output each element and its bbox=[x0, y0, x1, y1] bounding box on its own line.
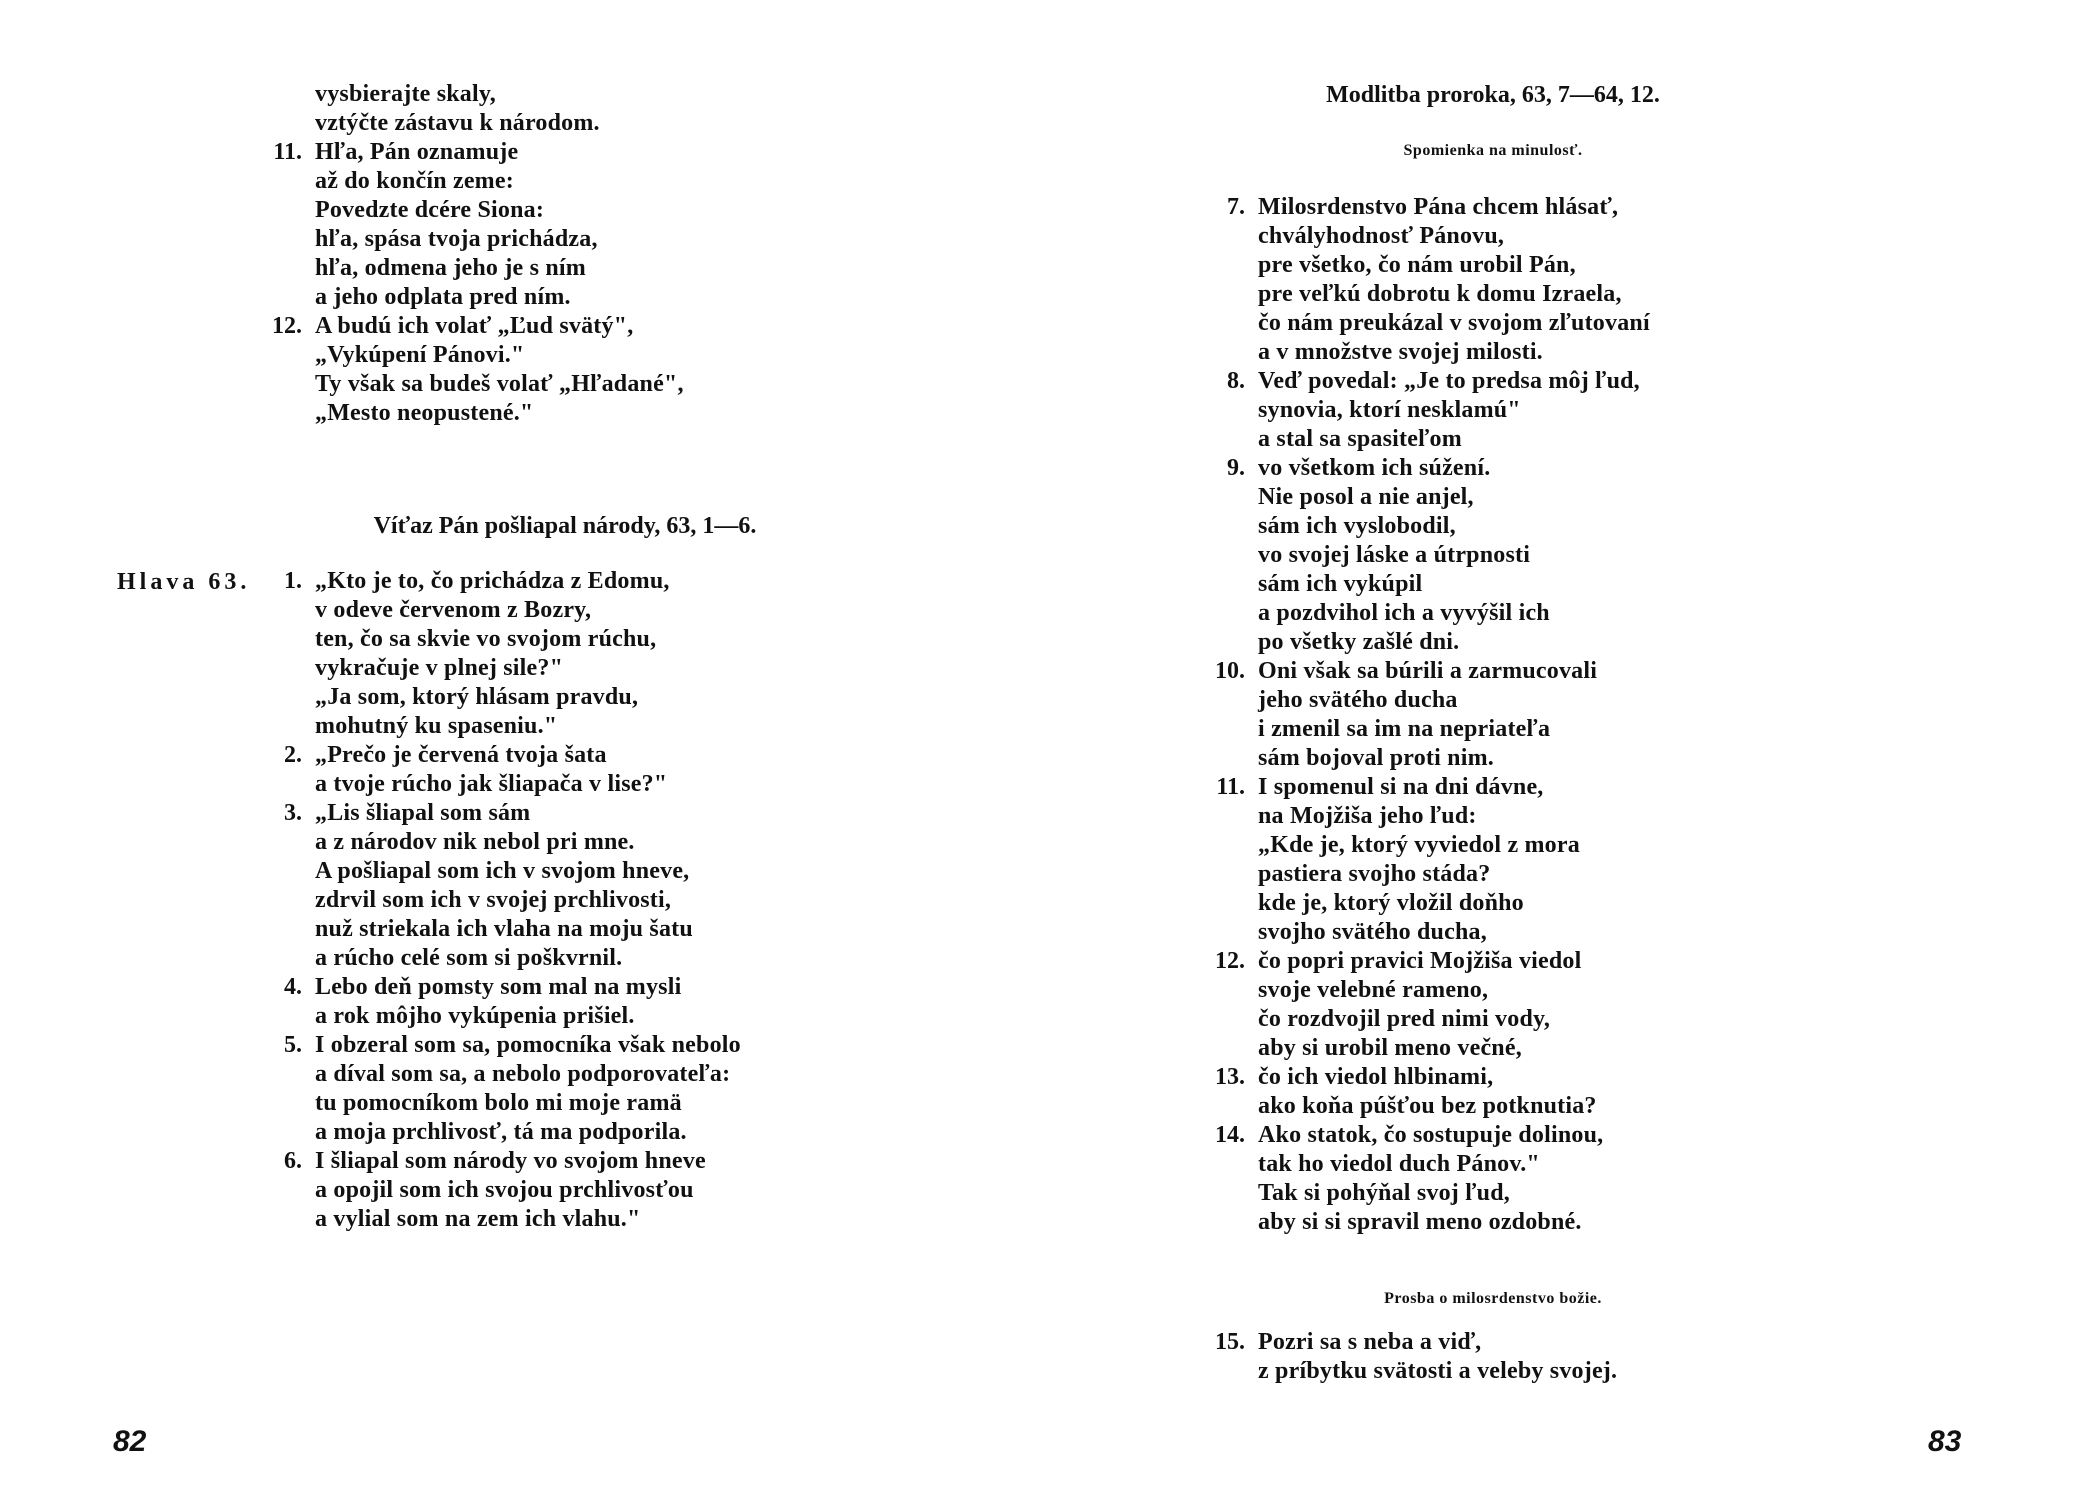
verse-line: až do končín zeme: bbox=[315, 168, 514, 194]
verse-line: a vylial som na zem ich vlahu." bbox=[315, 1206, 641, 1232]
verse bbox=[260, 567, 980, 741]
verse-number: 1. bbox=[284, 568, 302, 594]
verse-number: 3. bbox=[284, 800, 302, 826]
verse-line: z príbytku svätosti a veleby svojej. bbox=[1258, 1358, 1618, 1384]
verse-number: 11. bbox=[1216, 774, 1245, 800]
verse bbox=[1203, 657, 1923, 773]
verse-line: Povedzte dcére Siona: bbox=[315, 197, 545, 223]
page-number: 83 bbox=[1928, 1425, 1962, 1458]
verse-line: Tak si pohýňal svoj ľud, bbox=[1258, 1180, 1510, 1206]
verse-number: 13. bbox=[1215, 1064, 1245, 1090]
verse-number: 6. bbox=[284, 1148, 302, 1174]
verse-line: pre veľkú dobrotu k domu Izraela, bbox=[1258, 281, 1622, 307]
verse-number: 7. bbox=[1227, 194, 1245, 220]
section-title: Víťaz Pán pošliapal národy, 63, 1—6. bbox=[373, 513, 757, 539]
verse bbox=[1203, 773, 1923, 947]
verse-line: po všetky zašlé dni. bbox=[1258, 629, 1460, 655]
verse-line: I šliapal som národy vo svojom hneve bbox=[315, 1148, 706, 1174]
verse-line: „Mesto neopustené." bbox=[315, 400, 534, 426]
verse-line: A pošliapal som ich v svojom hneve, bbox=[315, 858, 690, 884]
verse-number: 14. bbox=[1215, 1122, 1245, 1148]
verse-line: Lebo deň pomsty som mal na mysli bbox=[315, 974, 682, 1000]
verse bbox=[260, 138, 980, 312]
verse-line: I spomenul si na dni dávne, bbox=[1258, 774, 1544, 800]
verse-line: tak ho viedol duch Pánov." bbox=[1258, 1151, 1540, 1177]
verse-line: Nie posol a nie anjel, bbox=[1258, 484, 1474, 510]
verse-line: Oni však sa búrili a zarmucovali bbox=[1258, 658, 1598, 684]
verse-line: Veď povedal: „Je to predsa môj ľud, bbox=[1258, 368, 1640, 394]
verse-line: zdrvil som ich v svojej prchlivosti, bbox=[315, 887, 672, 913]
verse-line: na Mojžiša jeho ľud: bbox=[1258, 803, 1477, 829]
verse-line: kde je, ktorý vložil doňho bbox=[1258, 890, 1524, 916]
verse-line: čo popri pravici Mojžiša viedol bbox=[1258, 948, 1582, 974]
verse-line: vo svojej láske a útrpnosti bbox=[1258, 542, 1531, 568]
chapter-label: Hlava 63. bbox=[117, 569, 251, 595]
verse-line: a opojil som ich svojou prchlivosťou bbox=[315, 1177, 694, 1203]
verse-line: „Ja som, ktorý hlásam pravdu, bbox=[315, 684, 639, 710]
right-verses-a bbox=[1203, 193, 1923, 1237]
verse bbox=[260, 741, 980, 799]
verse-line: a díval som sa, a nebolo podporovateľa: bbox=[315, 1061, 731, 1087]
verse-line: čo ich viedol hlbinami, bbox=[1258, 1064, 1494, 1090]
verse bbox=[1203, 193, 1923, 367]
verse bbox=[260, 312, 980, 428]
verse-line: a stal sa spasiteľom bbox=[1258, 426, 1462, 452]
verse bbox=[1203, 367, 1923, 454]
verse-line: sám bojoval proti nim. bbox=[1258, 745, 1494, 771]
verse-line: a rúcho celé som si poškvrnil. bbox=[315, 945, 623, 971]
subheading: Spomienka na minulosť. bbox=[1403, 142, 1583, 159]
verse-line: A budú ich volať „Ľud svätý", bbox=[315, 313, 634, 339]
verse-number: 11. bbox=[273, 139, 302, 165]
verse-line: „Prečo je červená tvoja šata bbox=[315, 742, 607, 768]
verse-number: 10. bbox=[1215, 658, 1245, 684]
verse-line: a z národov nik nebol pri mne. bbox=[315, 829, 635, 855]
page-number: 82 bbox=[113, 1425, 147, 1458]
verse-line: čo nám preukázal v svojom zľutovaní bbox=[1258, 310, 1650, 336]
verse-line: sám ich vykúpil bbox=[1258, 571, 1423, 597]
verse-line: nuž striekala ich vlaha na moju šatu bbox=[315, 916, 693, 942]
left-chapter-verses bbox=[260, 567, 980, 1234]
verse-line: a v množstve svojej milosti. bbox=[1258, 339, 1543, 365]
verse-line: a rok môjho vykúpenia prišiel. bbox=[315, 1003, 635, 1029]
verse-line: svojho svätého ducha, bbox=[1258, 919, 1487, 945]
right-verses-b bbox=[1203, 1328, 1923, 1386]
verse-line: „Lis šliapal som sám bbox=[315, 800, 531, 826]
verse-line: Pozri sa s neba a viď, bbox=[1258, 1329, 1482, 1355]
verse-line: vztýčte zástavu k národom. bbox=[315, 110, 600, 136]
subheading: Prosba o milosrdenstvo božie. bbox=[1384, 1290, 1602, 1307]
verse bbox=[260, 799, 980, 973]
verse-line: aby si si spravil meno ozdobné. bbox=[1258, 1209, 1582, 1235]
verse-line: tu pomocníkom bolo mi moje ramä bbox=[315, 1090, 682, 1116]
verse-line: I obzeral som sa, pomocníka však nebolo bbox=[315, 1032, 741, 1058]
verse-line: Ty však sa budeš volať „Hľadané", bbox=[315, 371, 684, 397]
verse-number: 4. bbox=[284, 974, 302, 1000]
verse-line: a pozdvihol ich a vyvýšil ich bbox=[1258, 600, 1550, 626]
verse-line: sám ich vyslobodil, bbox=[1258, 513, 1456, 539]
verse bbox=[1203, 1063, 1923, 1121]
verse-line: „Kde je, ktorý vyviedol z mora bbox=[1258, 832, 1580, 858]
verse bbox=[1203, 454, 1923, 657]
verse-line: hľa, odmena jeho je s ním bbox=[315, 255, 586, 281]
verse-number: 12. bbox=[272, 313, 302, 339]
verse-line: vo všetkom ich súžení. bbox=[1258, 455, 1491, 481]
verse-line: ten, čo sa skvie vo svojom rúchu, bbox=[315, 626, 657, 652]
verse-number: 8. bbox=[1227, 368, 1245, 394]
verse-line: Ako statok, čo sostupuje dolinou, bbox=[1258, 1122, 1604, 1148]
verse-line: mohutný ku spaseniu." bbox=[315, 713, 558, 739]
verse-line: pastiera svojho stáda? bbox=[1258, 861, 1491, 887]
verse-number: 15. bbox=[1215, 1329, 1245, 1355]
verse bbox=[1203, 947, 1923, 1063]
verse-line: v odeve červenom z Bozry, bbox=[315, 597, 592, 623]
verse-line: „Vykúpení Pánovi." bbox=[315, 342, 525, 368]
verse-line: ako koňa púšťou bez potknutia? bbox=[1258, 1093, 1597, 1119]
right-page bbox=[1043, 0, 2086, 1500]
verse-number: 5. bbox=[284, 1032, 302, 1058]
verse bbox=[1203, 1121, 1923, 1237]
verse bbox=[260, 1031, 980, 1147]
verse-line: vykračuje v plnej sile?" bbox=[315, 655, 564, 681]
verse-line: Hľa, Pán oznamuje bbox=[315, 139, 519, 165]
verse-line: chvályhodnosť Pánovu, bbox=[1258, 223, 1505, 249]
verse bbox=[260, 1147, 980, 1234]
verse-line: a moja prchlivosť, tá ma podporila. bbox=[315, 1119, 687, 1145]
left-top-verses bbox=[260, 80, 980, 428]
verse-line: hľa, spása tvoja prichádza, bbox=[315, 226, 598, 252]
verse-line: a jeho odplata pred ním. bbox=[315, 284, 571, 310]
verse-line: jeho svätého ducha bbox=[1258, 687, 1458, 713]
verse-number: 9. bbox=[1227, 455, 1245, 481]
verse-line: a tvoje rúcho jak šliapača v lise?" bbox=[315, 771, 668, 797]
verse-line: vysbierajte skaly, bbox=[315, 81, 496, 107]
verse-line: aby si urobil meno večné, bbox=[1258, 1035, 1522, 1061]
verse-line: synovia, ktorí nesklamú" bbox=[1258, 397, 1521, 423]
verse-line: „Kto je to, čo prichádza z Edomu, bbox=[315, 568, 670, 594]
verse-number: 2. bbox=[284, 742, 302, 768]
verse-number: 12. bbox=[1215, 948, 1245, 974]
verse bbox=[260, 973, 980, 1031]
verse-line: svoje velebné rameno, bbox=[1258, 977, 1489, 1003]
verse-line: i zmenil sa im na nepriateľa bbox=[1258, 716, 1551, 742]
section-title: Modlitba proroka, 63, 7—64, 12. bbox=[1326, 82, 1660, 108]
verse bbox=[1203, 1328, 1923, 1386]
verse-line: Milosrdenstvo Pána chcem hlásať, bbox=[1258, 194, 1619, 220]
verse-line: pre všetko, čo nám urobil Pán, bbox=[1258, 252, 1576, 278]
verse-line: čo rozdvojil pred nimi vody, bbox=[1258, 1006, 1551, 1032]
verse bbox=[260, 80, 980, 138]
